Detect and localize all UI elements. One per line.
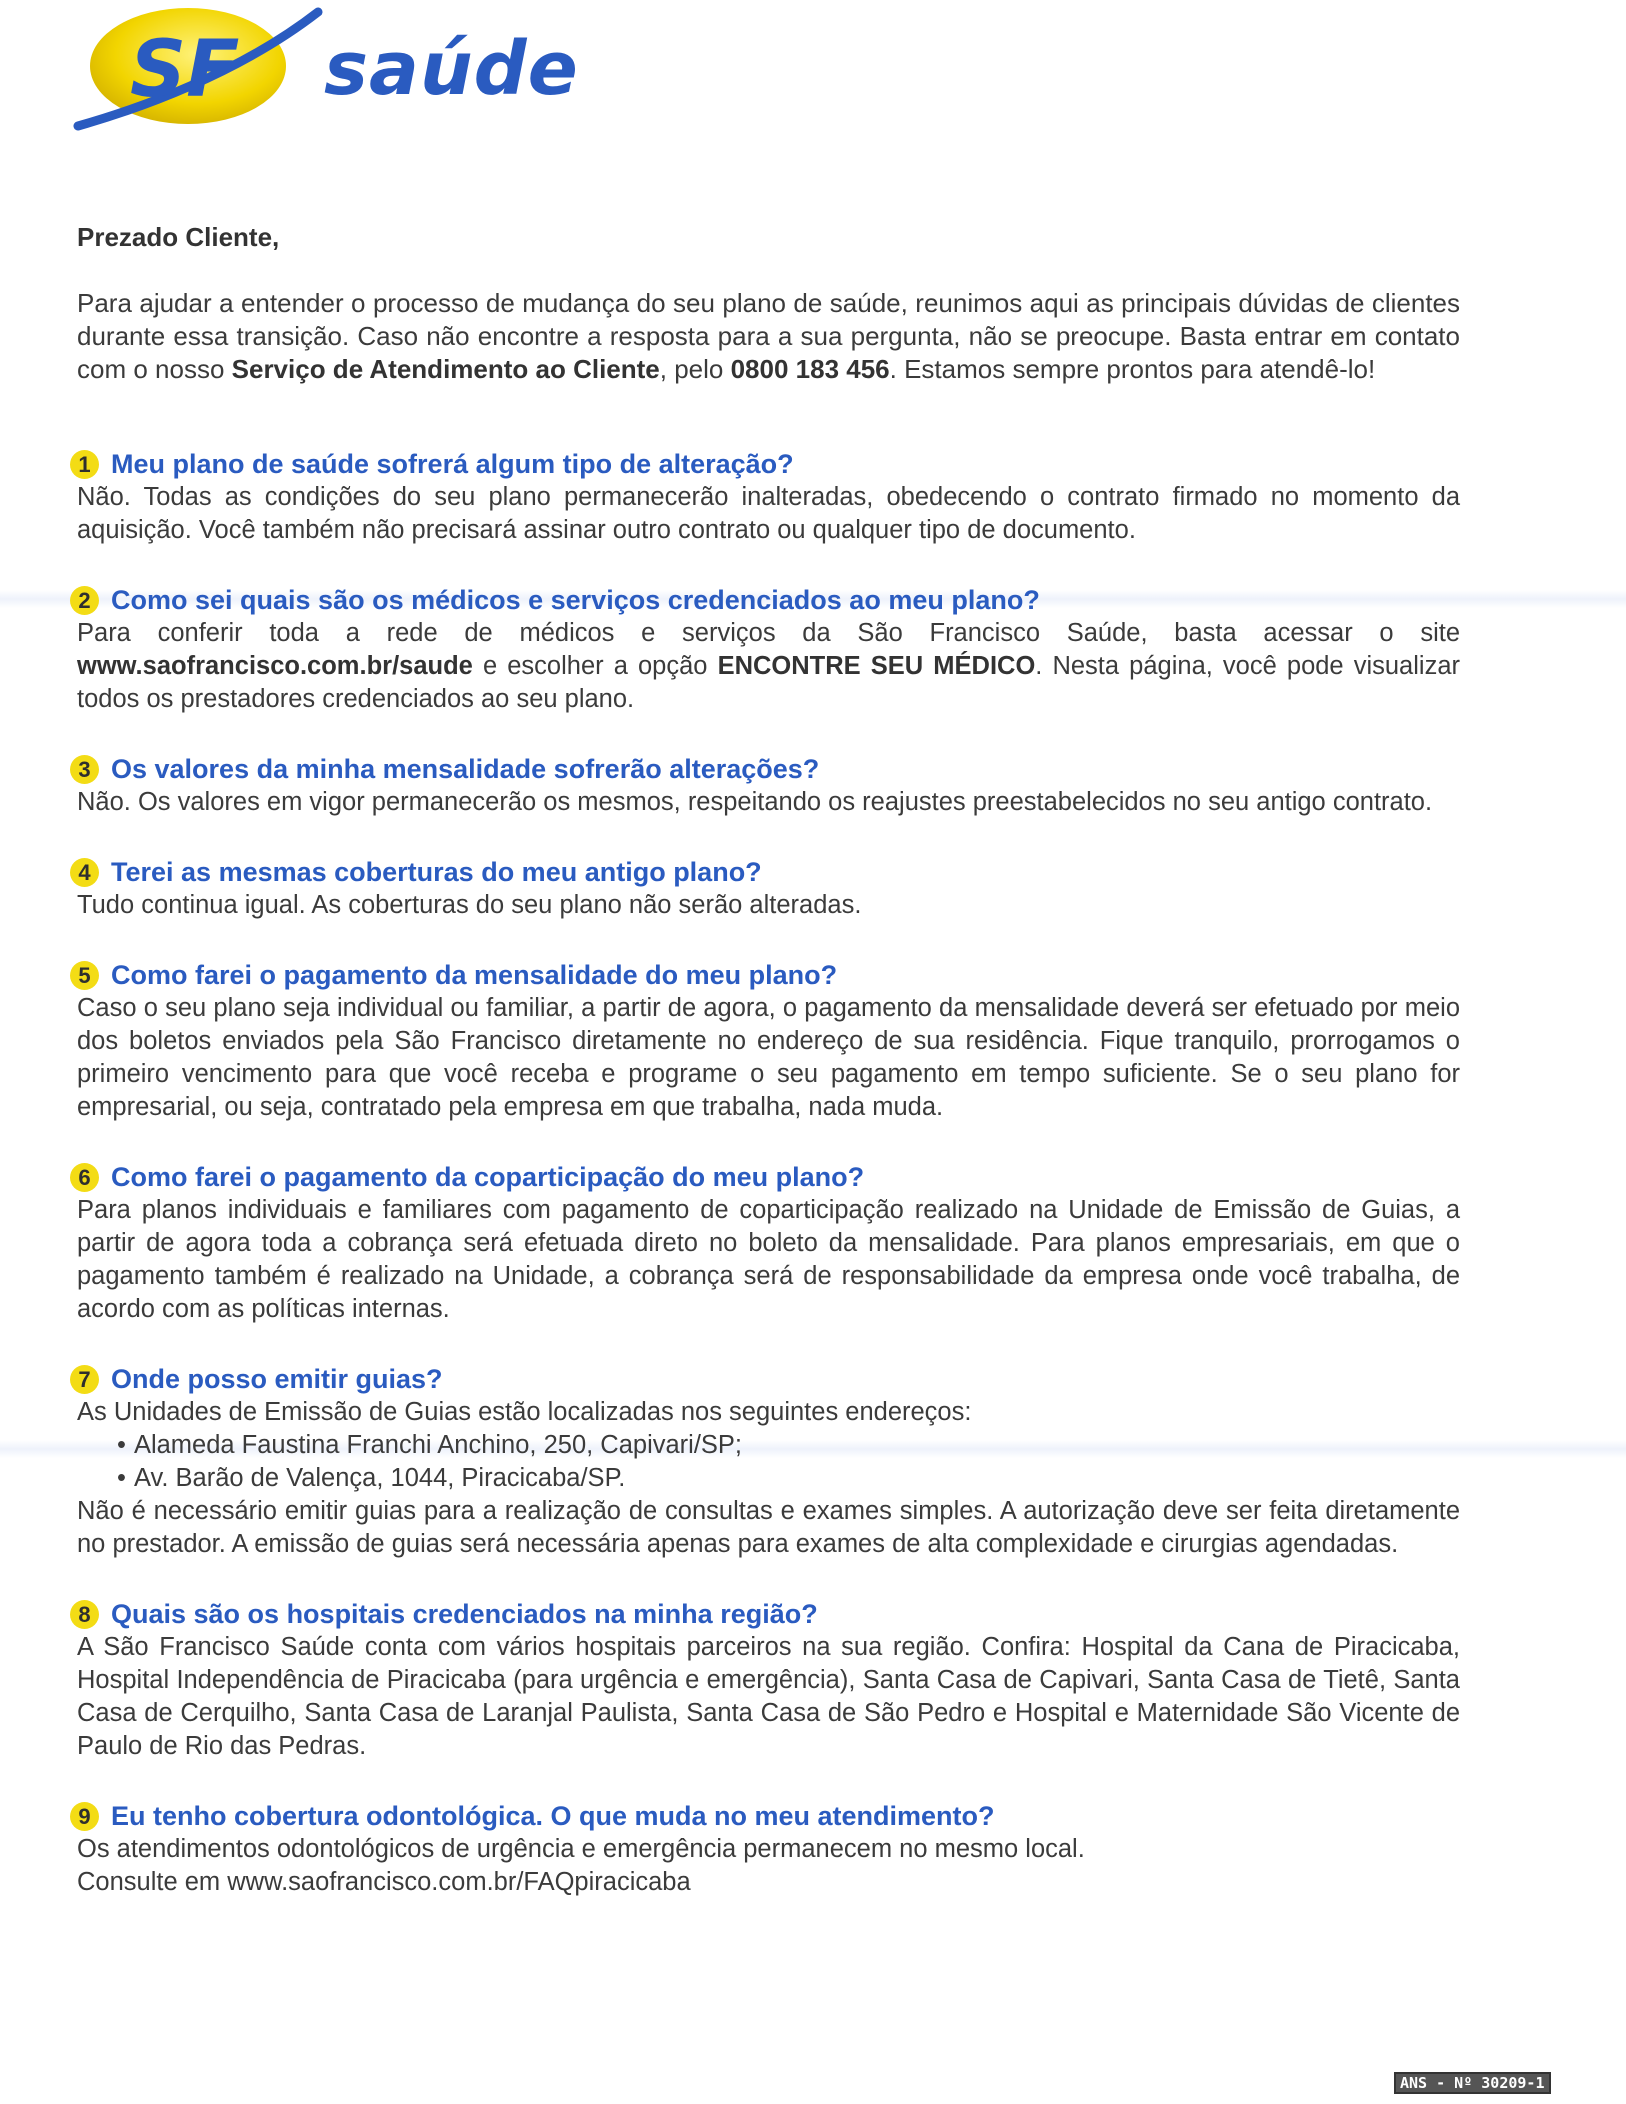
sac-label: Serviço de Atendimento ao Cliente: [231, 354, 660, 384]
site-link: www.saofrancisco.com.br/saude: [77, 652, 473, 680]
faq-question: 8 Quais são os hospitais credenciados na minha região?: [70, 1598, 1460, 1631]
faq-answer: Para conferir toda a rede de médicos e serviços da São Francisco Saúde, basta acessar o site www.saofrancisco.com.br/saude e escolher a opção ENCONTRE SEU MÉDICO. Nesta página, você pode visualizar todos os prestadores credenciados ao seu plano.: [77, 619, 1460, 713]
faq-question: 7 Onde posso emitir guias?: [70, 1363, 1460, 1396]
faq-link: Consulte em www.saofrancisco.com.br/FAQpiracicaba: [77, 1868, 691, 1896]
question-number-badge: 5: [70, 961, 99, 990]
faq-question: 1 Meu plano de saúde sofrerá algum tipo de alteração?: [70, 448, 1460, 481]
faq-answer: Para planos individuais e familiares com pagamento de coparticipação realizado na Unidade de Emissão de Guias, a partir de agora toda a cobrança será efetuada direto no boleto da mensalidade. Para planos empresariais, em que o pagamento também é realizado na Unidade, a cobrança será de responsabilidade da empresa onde você trabalha, de acordo com as políticas internas.: [77, 1196, 1460, 1323]
option-label: ENCONTRE SEU MÉDICO: [717, 652, 1036, 680]
address-item: • Alameda Faustina Franchi Anchino, 250, Capivari/SP;: [117, 1429, 1460, 1462]
svg-text:SF: SF: [130, 25, 240, 115]
question-number-badge: 6: [70, 1163, 99, 1192]
faq-answer: Tudo continua igual. As coberturas do seu plano não serão alteradas.: [77, 891, 862, 919]
faq-question: 9 Eu tenho cobertura odontológica. O que muda no meu atendimento?: [70, 1800, 1460, 1833]
question-number-badge: 1: [70, 450, 99, 479]
faq-answer: As Unidades de Emissão de Guias estão localizadas nos seguintes endereços: • Alameda Faustina Franchi Anchino, 250, Capivari/SP; • Av. Barão de Valença, 1044, Piracicaba/SP. Não é necessário emitir guias para a realização de consultas e exames simples. A autorização deve ser feita diretamente no prestador. A emissão de guias será necessária apenas para exames de alta complexidade e cirurgias agendadas.: [77, 1396, 1460, 1561]
address-item: • Av. Barão de Valença, 1044, Piracicaba/SP.: [117, 1462, 1460, 1495]
faq-question: 2 Como sei quais são os médicos e serviços credenciados ao meu plano?: [70, 584, 1460, 617]
intro-paragraph: Para ajudar a entender o processo de mudança do seu plano de saúde, reunimos aqui as principais dúvidas de clientes durante essa transição. Caso não encontre a resposta para a sua pergunta, não se preocupe. Basta entrar em contato com o nosso Serviço de Atendimento ao Cliente, pelo 0800 183 456. Estamos sempre prontos para atendê-lo!: [77, 288, 1460, 384]
faq-item: [77, 1598, 1460, 1763]
address-list: [77, 1429, 1460, 1495]
question-number-badge: 9: [70, 1802, 99, 1831]
sf-logo-icon: [68, 4, 328, 139]
faq-item: [77, 1363, 1460, 1561]
brand-logo: [68, 4, 579, 139]
faq-question: 5 Como farei o pagamento da mensalidade do meu plano?: [70, 959, 1460, 992]
faq-answer: A São Francisco Saúde conta com vários hospitais parceiros na sua região. Confira: Hospital da Cana de Piracicaba, Hospital Independência de Piracicaba (para urgência e emergência), Santa Casa de Capivari, Santa Casa de Tietê, Santa Casa de Cerquilho, Santa Casa de Laranjal Paulista, Santa Casa de São Pedro e Hospital e Maternidade São Vicente de Paulo de Rio das Pedras.: [77, 1633, 1460, 1760]
question-number-badge: 8: [70, 1600, 99, 1629]
faq-answer: Não. Todas as condições do seu plano permanecerão inalteradas, obedecendo o contrato firmado no momento da aquisição. Você também não precisará assinar outro contrato ou qualquer tipo de documento.: [77, 483, 1460, 544]
faq-answer: Não. Os valores em vigor permanecerão os mesmos, respeitando os reajustes preestabelecidos no seu antigo contrato.: [77, 788, 1433, 816]
faq-answer: Caso o seu plano seja individual ou familiar, a partir de agora, o pagamento da mensalidade deverá ser efetuado por meio dos boletos enviados pela São Francisco diretamente no endereço de sua residência. Fique tranquilo, prorrogamos o primeiro vencimento para que você receba e programe o seu pagamento em tempo suficiente. Se o seu plano for empresarial, ou seja, contratado pela empresa em que trabalha, nada muda.: [77, 994, 1460, 1121]
faq-question: 3 Os valores da minha mensalidade sofrerão alterações?: [70, 753, 1460, 786]
greeting: Prezado Cliente,: [77, 222, 280, 252]
faq-item: [77, 584, 1460, 716]
faq-item: [77, 1800, 1460, 1899]
question-number-badge: 2: [70, 586, 99, 615]
question-number-badge: 4: [70, 858, 99, 887]
faq-answer: Os atendimentos odontológicos de urgência e emergência permanecem no mesmo local. Consulte em www.saofrancisco.com.br/FAQpiracicaba: [77, 1833, 1460, 1899]
letter-body: [77, 222, 1460, 1936]
ans-registration-badge: ANS - Nº 30209-1: [1394, 2072, 1551, 2094]
sac-phone: 0800 183 456: [730, 354, 890, 384]
question-number-badge: 7: [70, 1365, 99, 1394]
faq-item: [77, 959, 1460, 1124]
faq-item: [77, 448, 1460, 547]
faq-item: [77, 856, 1460, 922]
brand-name: saúde: [324, 26, 579, 112]
question-number-badge: 3: [70, 755, 99, 784]
faq-question: 6 Como farei o pagamento da coparticipação do meu plano?: [70, 1161, 1460, 1194]
faq-item: [77, 753, 1460, 819]
faq-item: [77, 1161, 1460, 1326]
faq-question: 4 Terei as mesmas coberturas do meu antigo plano?: [70, 856, 1460, 889]
